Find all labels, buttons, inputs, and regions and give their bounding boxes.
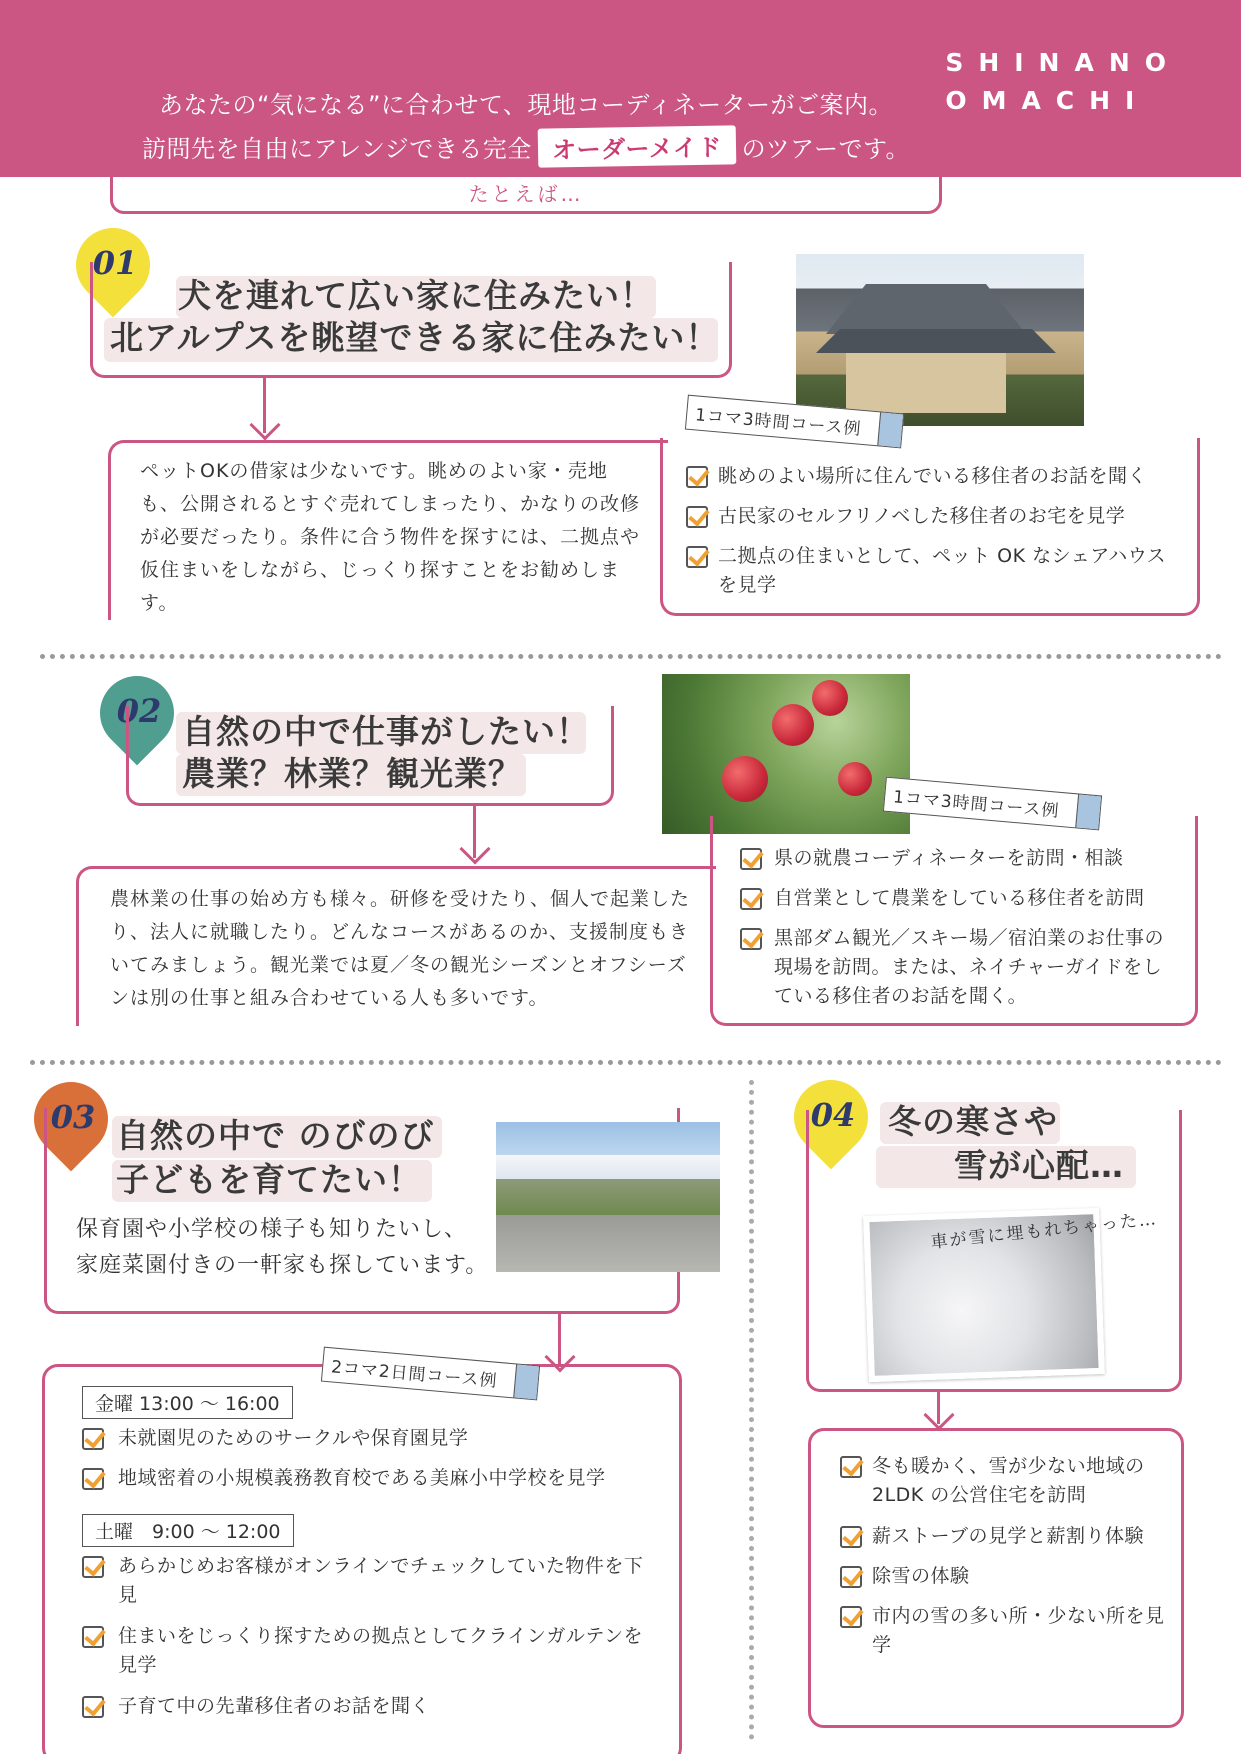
order-made-highlight: オーダーメイド — [537, 125, 735, 167]
section-03-day1-item-2: 地域密着の小規模義務教育校である美麻小中学校を見学 — [118, 1467, 606, 1489]
section-04-heading-line1: 冬の寒さや — [888, 1102, 1058, 1141]
section-divider — [30, 1060, 1222, 1065]
section-01-arrow-head — [249, 409, 280, 440]
checkbox-icon — [840, 1566, 862, 1588]
section-04-heading-line2: 雪が心配… — [954, 1146, 1124, 1185]
brand-line1: SHINANO — [945, 48, 1181, 77]
intro-box — [110, 72, 942, 214]
checkbox-icon — [840, 1526, 862, 1548]
section-04-arrow-head — [923, 1399, 954, 1430]
section-03-day2-item-3: 子育て中の先輩移住者のお話を聞く — [118, 1695, 431, 1717]
section-01-item-1: 眺めのよい場所に住んでいる移住者のお話を聞く — [718, 465, 1148, 487]
section-02-heading-line2: 農業？林業？観光業？ — [182, 754, 522, 793]
checkbox-icon — [82, 1468, 104, 1490]
column-divider — [749, 1080, 754, 1740]
section-02-arrow-head — [459, 833, 490, 864]
section-01-description: ペットOKの借家は少ないです。眺めのよい家・売地も、公開されるとすぐ売れてしまったり、かなりの改修が必要だったり。条件に合う物件を探すには、二拠点や仮住まいをしながら、じっくり探すことをお勧めします。 — [140, 460, 641, 614]
house-roof — [826, 284, 1026, 334]
section-02-description: 農林業の仕事の始め方も様々。研修を受けたり、個人で起業したり、法人に就職したり。どんなコースがあるのか、支援制度もきいてみましょう。観光業では夏／冬の観光シーズンとオフシーズンは別の仕事と組み合わせている人も多いです。 — [110, 888, 691, 1009]
section-01-house-photo — [796, 254, 1084, 426]
intro-line2-before: 訪問先を自由にアレンジできる完全 — [141, 135, 532, 163]
section-03-field-photo — [496, 1122, 720, 1272]
section-01-heading-line1: 犬を連れて広い家に住みたい！ — [178, 276, 654, 315]
section-02-course-tag: 1コマ3時間コース例 — [883, 777, 1102, 831]
apple — [812, 680, 848, 716]
section-03-course-tag: 2コマ2日間コース例 — [321, 1347, 540, 1401]
section-04-item-2: 薪ストーブの見学と薪割り体験 — [872, 1525, 1145, 1547]
brand-logo — [945, 44, 1181, 120]
section-03-day1-item-1: 未就園児のためのサークルや保育園見学 — [118, 1427, 469, 1449]
badge-03-number: 03 — [50, 1098, 96, 1136]
apple — [772, 704, 814, 746]
section-04-item-1: 冬も暖かく、雪が少ない地域の2LDK の公営住宅を訪問 — [872, 1455, 1145, 1506]
checkbox-icon — [840, 1456, 862, 1478]
section-02-item-2: 自営業として農業をしている移住者を訪問 — [774, 887, 1145, 909]
checkbox-icon — [686, 546, 708, 568]
badge-04-number: 04 — [810, 1096, 856, 1134]
section-03-day1-label: 金曜 13:00 〜 16:00 — [82, 1386, 293, 1419]
section-02-item-3: 黒部ダム観光／スキー場／宿泊業のお仕事の現場を訪問。または、ネイチャーガイドをしている移住者のお話を聞く。 — [774, 927, 1165, 1007]
section-02-item-1: 県の就農コーディネーターを訪問・相談 — [774, 847, 1124, 869]
section-02-heading-line1: 自然の中で仕事がしたい！ — [182, 712, 590, 751]
section-01-item-2: 古民家のセルフリノベした移住者のお宅を見学 — [718, 505, 1126, 527]
section-04-photo-caption: 車が雪に埋もれちゃった… — [929, 1209, 1159, 1253]
checkbox-icon — [82, 1696, 104, 1718]
section-02-apple-photo — [662, 674, 910, 834]
section-03-heading-line2: 子どもを育てたい！ — [116, 1160, 422, 1199]
section-03-day2-item-2: 住まいをじっくり探すための拠点としてクラインガルテンを見学 — [118, 1625, 643, 1676]
section-04-item-3: 除雪の体験 — [872, 1565, 970, 1587]
checkbox-icon — [82, 1626, 104, 1648]
section-03-heading-line1: 自然の中で のびのび — [116, 1116, 435, 1155]
badge-02-number: 02 — [116, 692, 162, 730]
section-03-day2-item-1: あらかじめお客様がオンラインでチェックしていた物件を下見 — [118, 1555, 644, 1606]
section-divider — [40, 654, 1222, 659]
checkbox-icon — [740, 888, 762, 910]
for-example-label: たとえば… — [468, 182, 584, 206]
section-03-day2-label: 土曜 9:00 〜 12:00 — [82, 1514, 294, 1547]
apple — [838, 762, 872, 796]
apple — [722, 756, 768, 802]
section-01-course-tag: 1コマ3時間コース例 — [685, 395, 904, 449]
intro-line2-after: のツアーです。 — [741, 135, 911, 163]
checkbox-icon — [686, 466, 708, 488]
section-01-item-3: 二拠点の住まいとして、ペット OK なシェアハウスを見学 — [718, 545, 1167, 596]
house-wall — [846, 353, 1006, 413]
checkbox-icon — [740, 928, 762, 950]
brand-line2: OMACHI — [945, 86, 1150, 115]
checkbox-icon — [840, 1606, 862, 1628]
section-01-heading-line2: 北アルプスを眺望できる家に住みたい！ — [110, 318, 720, 357]
checkbox-icon — [686, 506, 708, 528]
house-roof2 — [816, 329, 1056, 353]
checkbox-icon — [82, 1556, 104, 1578]
checkbox-icon — [740, 848, 762, 870]
intro-line1: あなたの“気になる”に合わせて、現地コーディネーターがご案内。 — [159, 91, 893, 119]
section-03-sub-line2: 家庭菜園付きの一軒家も探しています。 — [76, 1253, 489, 1278]
section-03-sub-line1: 保育園や小学校の様子も知りたいし、 — [76, 1217, 468, 1242]
checkbox-icon — [82, 1428, 104, 1450]
badge-01-number: 01 — [92, 244, 138, 282]
intro-line2 — [113, 127, 939, 166]
section-04-item-4: 市内の雪の多い所・少ない所を見学 — [872, 1605, 1165, 1656]
